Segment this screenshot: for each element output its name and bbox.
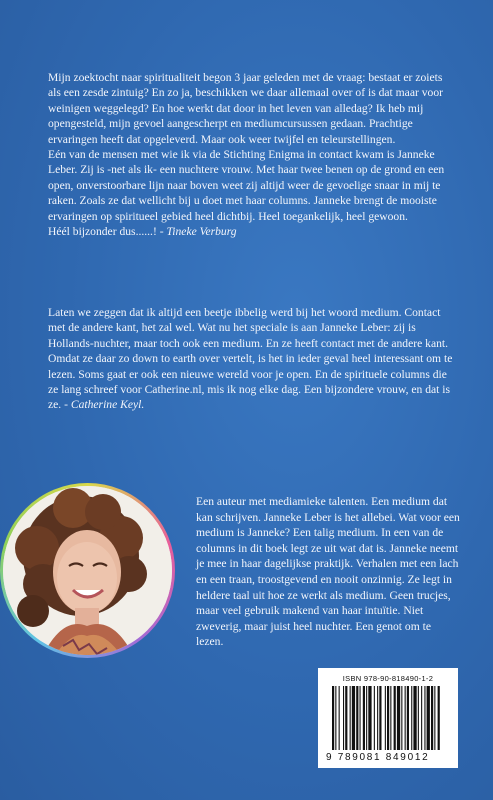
barcode-bar [339, 686, 340, 750]
barcode-bar [405, 686, 406, 750]
barcode-bar [434, 686, 435, 750]
barcode-bar [401, 686, 402, 750]
isbn-label: ISBN 978-90-818490-1-2 [342, 674, 434, 683]
review-catherine-keyl [48, 305, 453, 413]
barcode-bar [374, 686, 375, 750]
review-paragraph: Mijn zoektocht naar spiritualiteit begon 3 jaar geleden met de vraag: bestaat er zoiets als een zesde zintuig? En zo ja, beschikken we daar allemaal over of is dat maar voor weinigen weggelegd? En hoe werkt dat door in het leven van alledag? Ik heb mij opengesteld, mijn gevoel aangescherpt en mediumcursussen gedaan. Prachtige ervaringen heeft dat opgeleverd. Maar ook weer twijfel en teleurstellingen. [48, 71, 443, 146]
review-author: Tineke Verburg [166, 225, 237, 239]
barcode-bar [397, 686, 400, 750]
barcode-bar [335, 686, 336, 750]
barcode-bar [350, 686, 351, 750]
barcode-bar [366, 686, 367, 750]
barcode-bar [385, 686, 386, 750]
barcode-bar [332, 686, 334, 750]
barcode-bar [421, 686, 422, 750]
author-photo-frame [0, 483, 175, 658]
barcode-bar [431, 686, 433, 750]
review-paragraph: Laten we zeggen dat ik altijd een beetje ibbelig werd bij het woord medium. Contact met de andere kant, het zal wel. Wat nu het speciale is aan Janneke Leber: zij is Hollands-nuchter, maar toch ook een medium. En ze heeft contact met de andere kant. Omdat ze daar zo down to earth over vertelt, is het in ieder geval heel interessant om te lezen. Soms gaat er ook een nieuwe wereld voor je open. En de spirituele columns die ze lang schreef voor Catherine.nl, mis ik nog elke dag. Een bijzondere vrouw, en dat is ze. - Catherine Keyl. [48, 306, 453, 412]
author-photo [3, 486, 172, 655]
barcode-bar [352, 686, 355, 750]
barcode-bar [360, 686, 361, 750]
barcode-bar [363, 686, 365, 750]
barcode-bar [438, 686, 440, 750]
barcode-bars [332, 686, 446, 750]
barcode-bar [356, 686, 358, 750]
review-closing: Héél bijzonder dus......! - Tineke Verburg [48, 225, 237, 239]
barcode-bar [343, 686, 344, 750]
isbn-barcode [318, 668, 458, 768]
barcode-bar [377, 686, 378, 750]
barcode-bar [387, 686, 389, 750]
barcode-bar [407, 686, 409, 750]
review-tineke-verburg [48, 70, 453, 239]
barcode-bar [394, 686, 396, 750]
review-paragraph: Eén van de mensen met wie ik via de Stichting Enigma in contact kwam is Janneke Leber. Zij is -net als ik- een nuchtere vrouw. Met haar twee benen op de grond en een open, onverstoorbare lijn naar boven weet zij altijd weer de gevoelige snaar in mij te raken. Zoals ze dat wellicht bij u doet met haar columns. Janneke brengt de mooiste ervaringen op spiritueel gebied heel dichtbij. Heel toegankelijk, heel gewoon. [48, 148, 445, 223]
barcode-bar [379, 686, 381, 750]
barcode-bar [411, 686, 412, 750]
review-author: Catherine Keyl. [70, 398, 145, 412]
barcode-bar [390, 686, 391, 750]
author-portrait-illustration [3, 486, 172, 655]
barcode-digits: 9 789081 849012 [326, 752, 430, 763]
barcode-bar [345, 686, 347, 750]
barcode-bar [427, 686, 430, 750]
barcode-bar [413, 686, 416, 750]
barcode-bar [424, 686, 425, 750]
barcode-bar [368, 686, 371, 750]
barcode-bar [418, 686, 419, 750]
book-description: Een auteur met mediamieke talenten. Een medium dat kan schrijven. Janneke Leber is het allebei. Wat voor een medium is Janneke? Een talig medium. In een van de columns in dit boek legt ze uit wat dat is. Janneke neemt je mee in haar dagelijkse praktijk. Verhalen met een lach en een traan, troostgevend en nooit onzinnig. Ze legt in heldere taal uit hoe ze werkt als medium. Geen trucjes, maar veel gebruik makend van haar intuïtie. Niet zweverig, maar juist heel nuchter. Een genot om te lezen. [196, 495, 460, 649]
